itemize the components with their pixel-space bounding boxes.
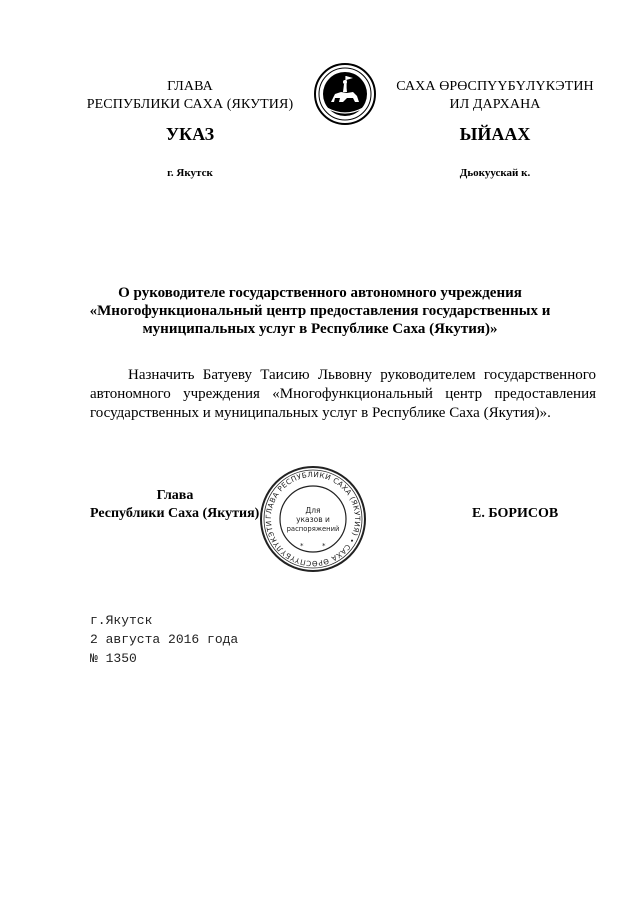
header-right-block [390,78,600,114]
stamp-center-line1: Для [305,506,321,515]
header-left-line2: РЕСПУБЛИКИ САХА (ЯКУТИЯ) [86,97,294,112]
title-yiyaakh: ЫЙААХ [459,124,531,144]
subject-line1: О руководителе государственного автономного учреждения [118,285,522,301]
signature-title-line2: Республики Саха (Якутия) [90,506,260,521]
header-left-line1: ГЛАВА [167,79,213,94]
signature-title-line1: Глава [156,488,194,503]
subject-line3: муниципальных услуг в Республике Саха (Якутия)» [142,321,498,337]
footer-block [90,611,350,668]
header-right-line2: ИЛ ДАРХАНА [449,97,541,112]
emblem-icon [313,62,377,126]
stamp-center-line3: распоряжений [286,525,340,533]
signature-name: Е. БОРИСОВ [472,506,559,521]
header-city-right: Дьокуускай к. [459,167,531,179]
svg-text:*: * [322,542,326,550]
decree-subject [60,284,580,338]
stamp-center-line2: указов и [296,515,330,524]
header-city-left: г. Якутск [167,167,213,179]
subject-line2: «Многофункциональный центр предоставления государственных и [89,303,551,319]
stamp-ring-text: ГЛАВА РЕСПУБЛИКИ САХА (ЯКУТИЯ) • САХА ӨРӨСПҮҮБҮЛҮКЭТИ [263,469,363,569]
footer-city: г.Якутск [90,613,153,628]
footer-number: № 1350 [90,651,137,666]
footer-date: 2 августа 2016 года [90,632,239,647]
title-ukaz: УКАЗ [165,124,215,144]
svg-text:*: * [300,542,304,550]
header-left-block [70,78,310,114]
header-right-line1: САХА ӨРӨСПҮҮБҮЛҮКЭТИН [396,79,594,94]
decree-body: Назначить Батуеву Таисию Львовну руководителем государственного автономного учреждения «Многофункциональный центр предоставления государственных и муниципальных услуг в Республике Саха (Якутия)». [90,367,596,421]
